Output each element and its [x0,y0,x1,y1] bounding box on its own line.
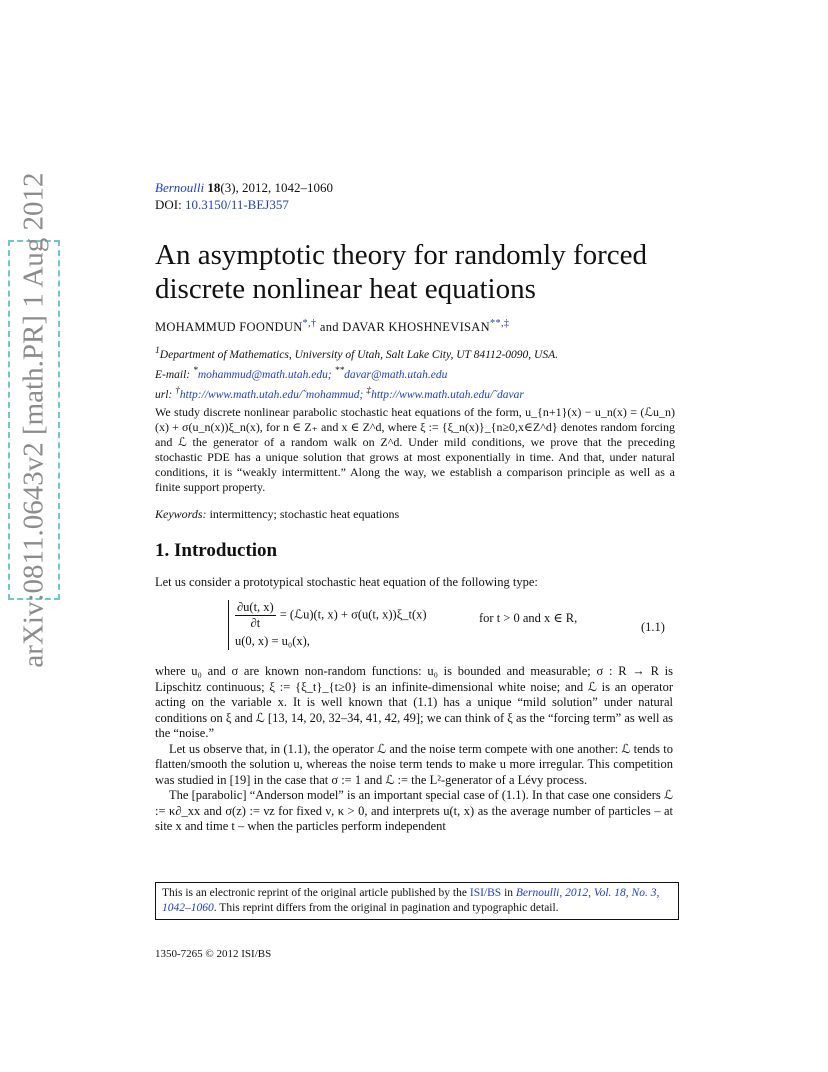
reprint-isi-link[interactable]: ISI/BS [469,887,502,899]
journal-citation [155,180,333,196]
journal-volume: 18 [207,180,221,195]
keywords-line [155,507,399,522]
equation-condition: for t > 0 and x ∈ R, [479,611,578,625]
arxiv-stamp [8,172,60,668]
keywords-values: intermittency; stochastic heat equations [206,507,400,521]
arxiv-stamp-text: arXiv:0811.0643v2 [math.PR] 1 Aug 2012 [17,172,50,668]
paragraph-2: Let us observe that, in (1.1), the operator ℒ and the noise term compete with one another: ℒ tends to flatten/smooth the solution u, whereas the noise term tends to make u more irregular. This competition was studied in [19] in the case that σ := 1 and ℒ := the L²-generator of a Lévy process. [155,741,673,787]
keywords-label: Keywords: [155,507,207,521]
author-1: MOHAMMUD FOONDUN [155,320,303,335]
title-line-2: discrete nonlinear heat equations [155,273,536,305]
affiliation-line: Department of Mathematics, University of Utah, Salt Lake City, UT 84112-0090, USA. [159,348,559,361]
reprint-text-2: in [501,887,516,899]
equation-number: (1.1) [641,620,665,634]
url-2-link[interactable]: http://www.math.utah.edu/˜davar [371,388,524,401]
paper-title [155,238,647,306]
affiliation-block: $^1$Department of Mathematics, University of Utah, Salt Lake City, UT 84112-0090, USA. E-mail: *mohammud@math.utah.edu; **davar@math.utah.edu url: †http://www.math.utah.edu/˜mohammud; ‡http://www.math.utah.edu/˜davar [155,345,559,401]
author-1-marks[interactable]: *,† [302,318,317,329]
equation-1-1 [228,600,655,650]
author-and: and [316,320,343,335]
footer-copyright: 1350-7265 © 2012 ISI/BS [155,948,272,960]
reprint-journal-link[interactable]: Bernoulli, 2012, Vol. 18, No. 3, 1042–1060 [162,887,660,914]
paragraph-3: The [parabolic] “Anderson model” is an important special case of (1.1). In that case one considers ℒ := κ∂_xx and σ(z) := νz for fixed ν, κ > 0, and interprets u(t, x) as the average number of particles – at site x and time t – when the particles perform independent [155,788,673,833]
reprint-text-1: This is an electronic reprint of the original article published by the [162,887,470,899]
equation-denominator: ∂t [250,616,261,630]
equation-initial: u(0, x) = u₀(x), [235,634,310,648]
intro-lead-sentence: Let us consider a prototypical stochastic heat equation of the following type: [155,575,538,589]
url-1-link[interactable]: http://www.math.utah.edu/˜mohammud; [179,388,364,401]
doi-link[interactable]: 10.3150/11-BEJ357 [184,197,289,212]
equation-rhs: = (ℒu)(t, x) + σ(u(t, x))ξ_t(x) [279,607,427,622]
title-line-1: An asymptotic theory for randomly forced [155,239,648,271]
email-label: E-mail: [155,368,194,381]
author-2-marks[interactable]: **,‡ [489,318,510,329]
email-1-link[interactable]: mohammud@math.utah.edu; [197,368,332,381]
journal-issue-pages: (3), 2012, 1042–1060 [220,180,334,195]
author-2: DAVAR KHOSHNEVISAN [342,320,490,335]
equation-numerator: ∂u(t, x) [237,600,274,614]
equation-fraction [235,600,276,631]
reprint-notice [155,882,679,920]
doi-label: DOI: [155,197,182,212]
reprint-text-3: . This reprint differs from the original in pagination and typographic detail. [213,902,559,914]
url-label: url: [155,388,176,401]
journal-link[interactable]: Bernoulli [155,180,205,195]
doi-line [155,197,289,213]
abstract: We study discrete nonlinear parabolic stochastic heat equations of the form, u_{n+1}(x) − u_n(x) = (ℒu_n)(x) + σ(u_n(x))ξ_n(x), for n ∈ Z₊ and x ∈ Z^d, where ξ := {ξ_n(x)}_{n≥0,x∈Z^d} denotes random forcing and ℒ the generator of a random walk on Z^d. Under mild conditions, we prove that the preceding stochastic PDE has a unique solution that grows at most exponentially in time. And that, under natural conditions, it is “weakly intermittent.” Along the way, we establish a comparison principle as well as a finite support property. [155,405,675,494]
paragraph-1: where u₀ and σ are known non-random functions: u₀ is bounded and measurable; σ : R → R is Lipschitz continuous; ξ := {ξ_t}_{t≥0} is an infinite-dimensional white noise; and ℒ is an operator acting on the variable x. It is well known that (1.1) has a unique “mild solution” under natural conditions on ξ and ℒ [13, 14, 20, 32–34, 41, 42, 49]; we can think of ξ as the “forcing term” as well as the “noise.” [155,664,673,740]
introduction-body [155,664,673,835]
section-heading: 1. Introduction [155,540,278,561]
email-2-link[interactable]: davar@math.utah.edu [344,368,448,381]
author-list [155,318,509,335]
